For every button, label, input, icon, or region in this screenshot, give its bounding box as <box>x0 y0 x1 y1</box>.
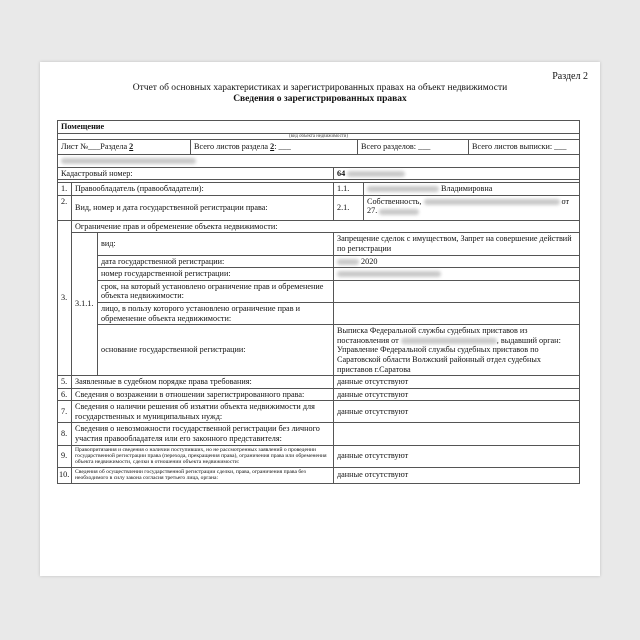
sheet-number-value: 2 <box>129 142 134 151</box>
sheet-counter-row <box>58 140 580 155</box>
encumbrance-value: 2020 <box>361 256 378 266</box>
basis-text-a: Выписка Федеральной службы судебных приставов из постановления от <box>337 326 528 345</box>
row-label: Сведения о возражении в отношении зарегистрированного права: <box>72 388 334 401</box>
encumbrance-value <box>334 302 580 324</box>
owner-patronymic: Владимировна <box>441 184 493 194</box>
redacted-cadastral <box>347 171 405 177</box>
rights-table <box>57 120 580 484</box>
table-row <box>58 445 580 467</box>
row-number: 10. <box>58 467 72 483</box>
encumbrance-value-cell <box>334 255 580 268</box>
encumbrance-label: дата государственной регистрации: <box>98 255 334 268</box>
row-number: 6. <box>58 388 72 401</box>
row-number: 7. <box>58 401 72 423</box>
subtitle-line: Сведения о зарегистрированных правах <box>233 94 407 104</box>
encumbrance-row <box>58 280 580 302</box>
object-type-caption: (вид объекта недвижимости) <box>58 133 580 139</box>
encumbrance-label: срок, на который установлено ограничение прав и обременение объекта недвижимости: <box>98 280 334 302</box>
object-type-row <box>58 121 580 134</box>
table-row <box>58 376 580 389</box>
sheets-total: Всего листов выписки: ___ <box>472 142 567 151</box>
table-row <box>58 183 580 196</box>
encumbrance-row <box>58 233 580 255</box>
encumbrance-label: номер государственной регистрации: <box>98 268 334 281</box>
table-row <box>58 467 580 483</box>
table-row <box>58 388 580 401</box>
sheets-in-section-value: 2 <box>270 142 275 151</box>
sheet-number-cell <box>58 140 191 154</box>
row-number: 5. <box>58 376 72 389</box>
sheets-in-section-blank: : ___ <box>274 142 291 151</box>
row-subnumber: 3.1.1. <box>72 233 98 376</box>
row-label: Сведения о наличии решения об изъятии объекта недвижимости для государственных и муниципальных нужд: <box>72 401 334 423</box>
encumbrance-row <box>58 255 580 268</box>
table-row <box>58 423 580 445</box>
row-number: 2. <box>58 195 72 220</box>
encumbrance-value-cell <box>334 325 580 376</box>
encumbrance-row <box>58 325 580 376</box>
row-number: 8. <box>58 423 72 445</box>
row-label: Правопритязания и сведения о наличии поступивших, но не рассмотренных заявлений о проведении государственной регистрации права (перехода, прекращения права), ограничения права или обременения объекта недвижимости, сделки в отношении объекта недвижимости: <box>72 445 334 467</box>
row-value: данные отсутствуют <box>334 388 580 401</box>
row-label: Сведения об осуществлении государственной регистрации сделки, права, ограничения права без необходимого в силу закона согласия третьего лица, органа: <box>72 467 334 483</box>
redacted-reg-number <box>337 271 441 277</box>
encumbrance-row <box>58 268 580 281</box>
document-page <box>40 62 600 576</box>
section-label: Раздел 2 <box>552 71 588 82</box>
basis-text-b: , выдавший орган: Управление Федеральной службы судебных приставов по Саратовской области Волжский районный отдел судебных приставов г.Саратова <box>337 335 561 374</box>
row-value: данные отсутствуют <box>334 467 580 483</box>
table-row <box>58 220 580 233</box>
row-subnumber: 2.1. <box>334 195 364 220</box>
row-label: Правообладатель (правообладатели): <box>72 183 334 196</box>
sheets-in-section-label: Всего листов раздела <box>194 142 269 151</box>
row-value: данные отсутствуют <box>334 376 580 389</box>
blurred-row <box>58 154 580 167</box>
cadastral-row <box>58 167 580 180</box>
sheet-counter-table <box>58 140 579 154</box>
right-type: Собственность, <box>367 196 422 206</box>
right-from: от <box>561 196 570 206</box>
encumbrance-value: Запрещение сделок с имуществом, Запрет на совершение действий по регистрации <box>334 233 580 255</box>
sections-total: Всего разделов: ___ <box>358 140 469 154</box>
row-label: Сведения о невозможности государственной регистрации без личного участия правообладателя или его законного представителя: <box>72 423 334 445</box>
redacted-day <box>337 259 359 265</box>
row-label: Вид, номер и дата государственной регистрации права: <box>72 195 334 220</box>
encumbrance-row <box>58 302 580 324</box>
row-number: 9. <box>58 445 72 467</box>
row-subnumber: 1.1. <box>334 183 364 196</box>
redacted-date <box>379 209 419 215</box>
document-title <box>40 83 600 105</box>
redacted-reg-number <box>424 199 560 205</box>
sheets-in-section-cell <box>191 140 358 154</box>
row-value: данные отсутствуют <box>334 445 580 467</box>
encumbrance-value-cell <box>334 268 580 281</box>
encumbrance-value <box>334 280 580 302</box>
object-type: Помещение <box>58 121 580 134</box>
row-value <box>364 195 580 220</box>
cadastral-label: Кадастровый номер: <box>58 167 334 180</box>
cadastral-cell <box>334 167 580 180</box>
redacted-decree <box>401 338 497 344</box>
redacted-text <box>61 158 196 164</box>
right-date: 27. <box>367 206 378 216</box>
row-value <box>364 183 580 196</box>
cadastral-value: 64 <box>337 168 346 178</box>
table-row <box>58 401 580 423</box>
row-label: Ограничение прав и обременение объекта недвижимости: <box>72 220 580 233</box>
table-row <box>58 195 580 220</box>
row-value: данные отсутствуют <box>334 401 580 423</box>
row-value <box>334 423 580 445</box>
encumbrance-label: основание государственной регистрации: <box>98 325 334 376</box>
row-number: 1. <box>58 183 72 196</box>
row-label: Заявленные в судебном порядке права требования: <box>72 376 334 389</box>
redacted-name <box>367 186 439 192</box>
title-line: Отчет об основных характеристиках и зарегистрированных правах на объект недвижимости <box>132 83 508 93</box>
sheet-number-label: Лист №___Раздела <box>61 142 128 151</box>
row-number: 3. <box>58 220 72 375</box>
encumbrance-label: лицо, в пользу которого установлено ограничение прав и обременение объекта недвижимости: <box>98 302 334 324</box>
encumbrance-label: вид: <box>98 233 334 255</box>
